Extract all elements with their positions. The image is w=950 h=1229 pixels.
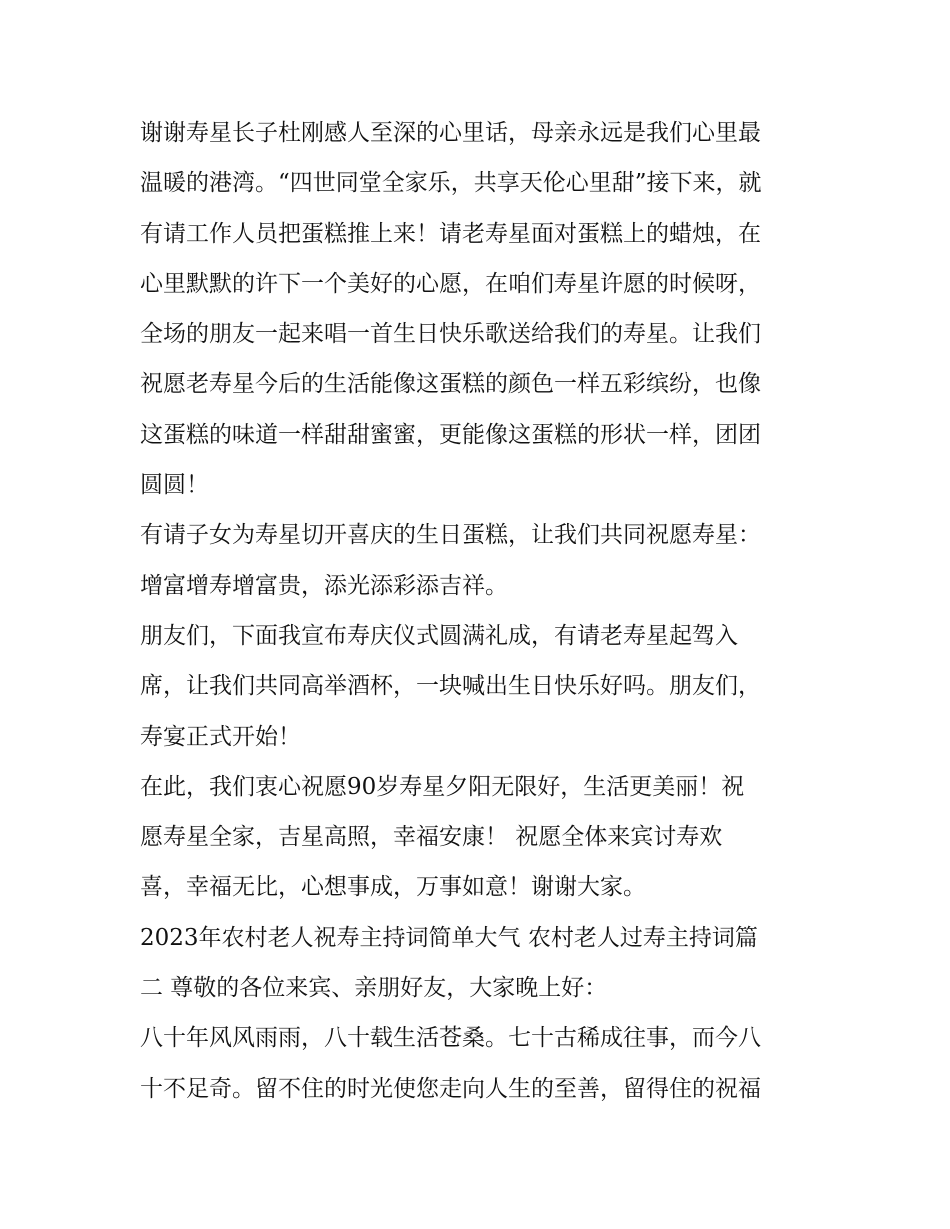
text-line: 十不足奇。留不住的时光使您走向人生的至善，留得住的祝福 <box>140 1075 761 1102</box>
text-line: 有请子女为寿星切开喜庆的生日蛋糕，让我们共同祝愿寿星： <box>140 522 761 549</box>
text-line: 朋友们，下面我宣布寿庆仪式圆满礼成，有请老寿星起驾入 <box>140 622 738 649</box>
text-line: 这蛋糕的味道一样甜甜蜜蜜，更能像这蛋糕的形状一样，团团 <box>140 421 761 448</box>
text-line: 祝愿老寿星今后的生活能像这蛋糕的颜色一样五彩缤纷，也像 <box>140 371 761 398</box>
text-line: 在此，我们衷心祝愿90岁寿星夕阳无限好，生活更美丽！祝 <box>140 773 745 800</box>
text-line: 谢谢寿星长子杜刚感人至深的心里话，母亲永远是我们心里最 <box>140 120 761 146</box>
text-line: 寿宴正式开始！ <box>140 723 301 750</box>
text-line: 八十年风风雨雨，八十载生活苍桑。七十古稀成往事，而今八 <box>140 1025 761 1052</box>
text-line: 二 尊敬的各位来宾、亲朋好友，大家晚上好： <box>140 975 608 1002</box>
section-heading-line: 2023年农村老人祝寿主持词简单大气 农村老人过寿主持词篇 <box>140 924 758 951</box>
document-body <box>140 108 820 1114</box>
text-line: 圆圆！ <box>140 472 209 499</box>
text-line: 有请工作人员把蛋糕推上来！请老寿星面对蛋糕上的蜡烛，在 <box>140 220 761 247</box>
text-line: 喜，幸福无比，心想事成，万事如意！谢谢大家。 <box>140 874 646 901</box>
text-line: 席，让我们共同高举酒杯，一块喊出生日快乐好吗。朋友们， <box>140 673 761 700</box>
text-line: 温暖的港湾。“四世同堂全家乐，共享天伦心里甜”接下来，就 <box>140 170 762 197</box>
text-line: 全场的朋友一起来唱一首生日快乐歌送给我们的寿星。让我们 <box>140 321 761 348</box>
text-line: 增富增寿增富贵，添光添彩添吉祥。 <box>140 572 508 599</box>
text-line: 心里默默的许下一个美好的心愿，在咱们寿星许愿的时候呀， <box>140 270 761 297</box>
text-line: 愿寿星全家，吉星高照，幸福安康！ 祝愿全体来宾讨寿欢 <box>140 824 723 851</box>
